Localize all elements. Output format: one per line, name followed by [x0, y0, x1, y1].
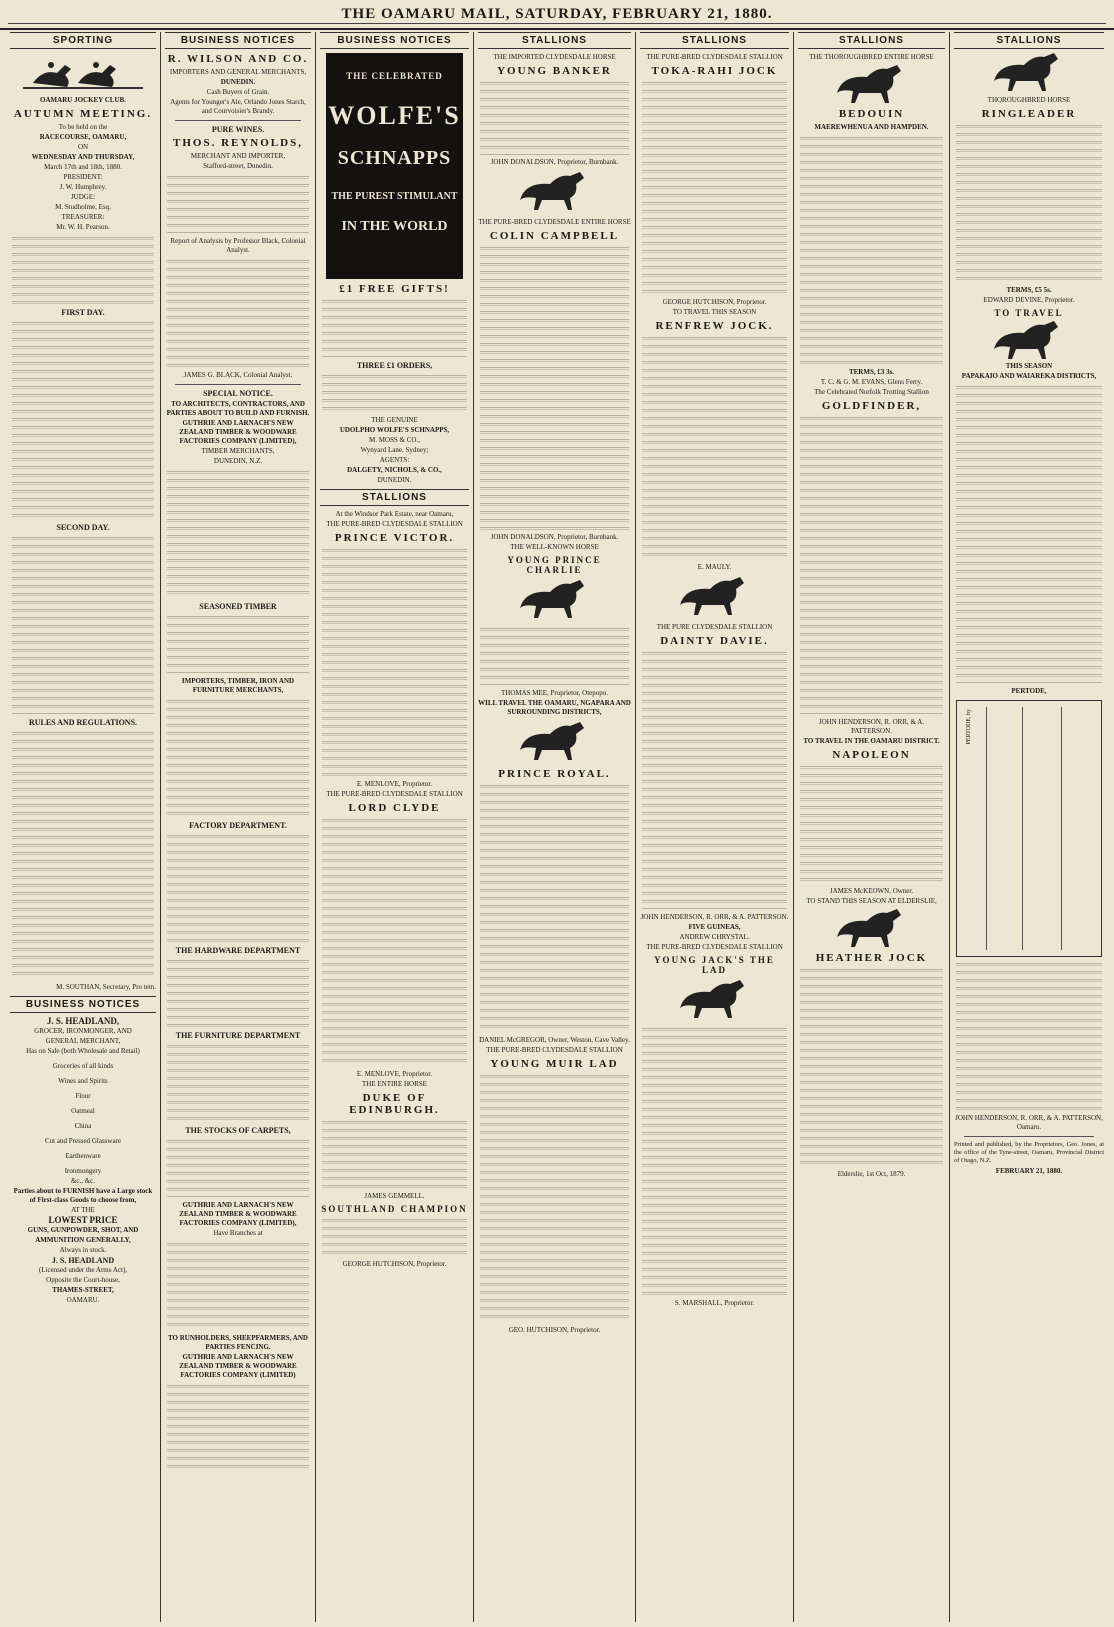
stock-line: Has on Sale (both Wholesale and Retail)	[26, 1047, 140, 1055]
banker-sub: THE IMPORTED CLYDESDALE HORSE	[493, 53, 616, 61]
architects-heading: TO ARCHITECTS, CONTRACTORS, AND PARTIES ABOUT TO BUILD AND FURNISH.	[166, 400, 310, 417]
analyst-signature: JAMES G. BLACK, Colonial Analyst.	[183, 371, 293, 379]
treasurer-name: Mr. W. H. Pearson.	[56, 223, 110, 231]
schnapps-line-1: THE CELEBRATED	[346, 71, 443, 81]
free-gifts: £1 FREE GIFTS!	[339, 283, 450, 295]
jacks-sub: THE PURE-BRED CLYDESDALE STALLION	[646, 943, 783, 951]
horse-illustration-6	[822, 65, 922, 105]
horse-race-icon	[23, 53, 143, 93]
columns	[6, 32, 1108, 1622]
prince-charlie-sub: THE WELL-KNOWN HORSE	[510, 543, 599, 551]
renfrew-jock: RENFREW JOCK.	[655, 320, 774, 332]
furniture-department: THE FURNITURE DEPARTMENT	[175, 1031, 301, 1040]
rules-heading: RULES AND REGULATIONS.	[28, 718, 138, 727]
stafford-street: Stafford-street, Dunedin.	[203, 162, 273, 170]
dalgety: DALGETY, NICHOLS, & CO.,	[347, 466, 442, 474]
secretary-signature: M. SOUTHAN, Secretary, Pro tem.	[56, 983, 156, 991]
duke-of-edinburgh: DUKE OF EDINBURGH.	[349, 1092, 440, 1116]
on-line: ON	[77, 143, 89, 151]
branches-text	[167, 1241, 309, 1331]
furniture-text	[167, 1043, 309, 1123]
hutchison-signature: GEORGE HUTCHISON, Proprietor.	[342, 1260, 447, 1268]
reynolds-sub: MERCHANT AND IMPORTER,	[190, 152, 286, 160]
earthenware: Earthenware	[65, 1152, 101, 1160]
bedouin-districts: MAEREWHENUA AND HAMPDEN.	[814, 123, 929, 131]
hardware-department: THE HARDWARE DEPARTMENT	[175, 946, 301, 955]
prince-charlie-text	[480, 626, 629, 686]
judge-name: M. Studholme, Esq.	[55, 203, 111, 211]
prince-royal-text	[480, 783, 629, 1033]
reynolds-text	[167, 174, 309, 234]
lord-clyde: LORD CLYDE	[348, 802, 441, 814]
this-season: THIS SEASON	[1005, 362, 1053, 370]
column-stallions-1	[474, 32, 636, 1622]
menlove-signature-2: E. MENLOVE, Proprietor.	[356, 1070, 433, 1078]
papakaio-districts: PAPAKAIO AND WAIAREKA DISTRICTS,	[961, 372, 1097, 380]
schnapps-advert	[326, 53, 463, 279]
imprint: Printed and published, by the Proprietors, Geo. Jones, at the office of the Tyne-street, Oamaru, Provincial District of Otago, N.Z.	[954, 1141, 1104, 1164]
town-line: OAMARU.	[66, 1296, 100, 1304]
hutchison-signature-3: GEORGE HUTCHISON, Proprietor.	[662, 298, 767, 306]
horse-illustration-9	[974, 321, 1084, 359]
five-guineas: FIVE GUINEAS,	[688, 923, 741, 931]
horse-illustration	[505, 170, 605, 215]
bedouin-terms: TERMS, £3 3s.	[848, 368, 895, 376]
branches: Have Branches at	[213, 1229, 263, 1237]
napoleon-text	[800, 764, 943, 884]
stallions-header-3: STALLIONS	[798, 32, 945, 49]
stallions-header-1: STALLIONS	[478, 32, 631, 49]
bedouin: BEDOUIN	[838, 108, 905, 120]
ironmongery: Ironmongery	[64, 1167, 102, 1175]
goldfinder-sub: The Celebrated Norfolk Trotting Stallion	[814, 388, 929, 396]
schnapps-line-5: IN THE WORLD	[341, 219, 448, 234]
clydesdale-1: THE PURE-BRED CLYDESDALE STALLION	[326, 520, 463, 528]
first-day-heading: FIRST DAY.	[61, 308, 105, 317]
guthrie-heading: GUTHRIE AND LARNACH'S NEW ZEALAND TIMBER & WOODWARE FACTORIES COMPANY (LIMITED),	[179, 419, 297, 445]
venue: RACECOURSE, OAMARU,	[39, 133, 127, 141]
mcgregor-signature: DANIEL McGREGOR, Owner, Weston, Cave Valley.	[479, 1036, 630, 1044]
menlove-signature: E. MENLOVE, Proprietor.	[356, 780, 433, 788]
wilson-name: R. WILSON AND CO.	[167, 53, 309, 65]
ringleader-terms: TERMS, £5 5s.	[1006, 286, 1052, 294]
heather-jock: HEATHER JOCK	[815, 952, 928, 964]
china: China	[74, 1122, 92, 1130]
furnish-notice: Parties about to FURNISH have a Large stock of First-class Goods to choose from,	[13, 1187, 153, 1204]
muir-text	[480, 1073, 629, 1323]
schnapps-line-4: THE PUREST STIMULANT	[331, 191, 458, 202]
analysis-text	[167, 258, 309, 368]
opposite-line: Opposite the Court-house,	[46, 1276, 120, 1284]
glassware: Cut and Pressed Glassware	[44, 1137, 121, 1145]
business-notices-header: BUSINESS NOTICES	[10, 996, 156, 1013]
bedouin-sub: THE THOROUGHBRED ENTIRE HORSE	[809, 53, 934, 61]
young-muir-lad: YOUNG MUIR LAD	[490, 1058, 619, 1070]
colin-campbell: COLIN CAMPBELL	[489, 230, 620, 242]
headland-name: J. S. HEADLAND,	[46, 1016, 120, 1026]
clydesdale-2: THE PURE-BRED CLYDESDALE STALLION	[326, 790, 463, 798]
column-stallions-4	[950, 32, 1108, 1622]
prince-victor: PRINCE VICTOR.	[334, 532, 455, 544]
donaldson-signature-2: JOHN DONALDSON, Proprietor, Burnbank.	[490, 533, 619, 541]
judge-label: JUDGE:	[70, 193, 96, 201]
donaldson-signature: JOHN DONALDSON, Proprietor, Burnbank.	[490, 158, 619, 166]
goldfinder: GOLDFINDER,	[821, 400, 922, 412]
horse-illustration-5	[665, 978, 765, 1023]
prince-royal: PRINCE ROYAL.	[498, 768, 611, 780]
first-day-races	[12, 320, 154, 520]
tokarahi-text	[642, 80, 787, 295]
renfrew-sub: TO TRAVEL THIS SEASON	[672, 308, 757, 316]
horse-illustration-7	[822, 909, 922, 949]
southland-champion: SOUTHLAND CHAMPION	[321, 1204, 468, 1214]
muir-sub: THE PURE-BRED CLYDESDALE STALLION	[486, 1046, 623, 1054]
davie-text	[642, 650, 787, 910]
renfrew-text	[642, 335, 787, 560]
pure-wines: PURE WINES.	[211, 125, 265, 134]
masthead-title: THE OAMARU MAIL, SATURDAY, FEBRUARY 21, 1880.	[341, 5, 773, 22]
jacks-text	[642, 1026, 787, 1296]
colin-text	[480, 245, 629, 530]
president-name: J. W. Humphrey.	[59, 183, 107, 191]
guthrie-importers: IMPORTERS, TIMBER, IRON AND FURNITURE MERCHANTS,	[181, 677, 295, 694]
horse-illustration-3	[505, 720, 605, 765]
henderson-signature: JOHN HENDERSON, R. ORR, & A. PATTERSON.	[640, 913, 789, 921]
stallions-header-2: STALLIONS	[640, 32, 789, 49]
autumn-meeting: AUTUMN MEETING.	[13, 108, 153, 120]
column-business	[161, 32, 316, 1622]
stallions-header-4: STALLIONS	[954, 32, 1104, 49]
analysis-report: Report of Analysis by Professor Black, Colonial Analyst.	[170, 237, 306, 254]
flour: Flour	[75, 1092, 91, 1100]
mckeown-signature: JAMES McKEOWN, Owner.	[829, 887, 914, 895]
street-line: THAMES-STREET,	[52, 1286, 114, 1294]
lowest-price: LOWEST PRICE	[48, 1215, 118, 1225]
henderson-signature-2: JOHN HENDERSON, R. ORR, & A. PATTERSON.	[818, 718, 925, 735]
moss-co: M. MOSS & CO.,	[369, 436, 420, 444]
davie-sub: THE PURE CLYDESDALE STALLION	[656, 623, 773, 631]
ngapara-heading: WILL TRAVEL THE OAMARU, NGAPARA AND SURROUNDING DISTRICTS,	[478, 699, 631, 716]
reynolds-name: THOS. REYNOLDS,	[173, 137, 303, 149]
marshall-signature: S. MARSHALL, Proprietor.	[674, 1299, 755, 1307]
orders-text	[322, 373, 467, 413]
factory-text	[167, 833, 309, 943]
schnapps-line-3: SCHNAPPS	[337, 147, 452, 169]
heather-sub: TO STAND THIS SEASON AT ELDERSLIE,	[806, 897, 937, 905]
second-day-races	[12, 535, 154, 715]
column-stallions-2	[636, 32, 794, 1622]
gemmell-signature: JAMES GEMMELL.	[364, 1192, 425, 1200]
timber-merchants: TIMBER MERCHANTS,	[201, 447, 275, 455]
ringleader: RINGLEADER	[981, 108, 1077, 120]
windsor-park: At the Windsor Park Estate, near Oamaru,	[335, 510, 454, 518]
jockey-club: OAMARU JOCKEY CLUB.	[40, 96, 126, 104]
general-merchant: GENERAL MERCHANT,	[45, 1037, 121, 1045]
horse-illustration-2	[505, 578, 605, 623]
rules-text	[12, 730, 154, 980]
napoleon-sub: TO TRAVEL IN THE OAMARU DISTRICT.	[803, 737, 940, 745]
guthrie-third: GUTHRIE AND LARNACH'S NEW ZEALAND TIMBER & WOODWARE FACTORIES COMPANY (LIMITED)	[179, 1353, 297, 1379]
president-label: PRESIDENT:	[63, 173, 103, 181]
divider	[175, 384, 301, 385]
seasoned-timber: SEASONED TIMBER	[199, 602, 277, 611]
tokarahi-sub: THE PURE-BRED CLYDESDALE STALLION	[646, 53, 783, 61]
agents-label: AGENTS:	[379, 456, 410, 464]
divider	[964, 1136, 1094, 1137]
hardware-text	[167, 958, 309, 1028]
gifts-text	[322, 298, 467, 358]
pedigree-column	[986, 707, 987, 950]
pedigree-notes	[956, 961, 1102, 1111]
pertode-heading: PERTODE,	[1011, 687, 1047, 695]
banker-text	[480, 80, 629, 155]
guthrie-text	[167, 469, 309, 599]
devine-signature: EDWARD DEVINE, Proprietor.	[983, 296, 1075, 304]
young-banker: YOUNG BANKER	[497, 65, 612, 77]
henderson-signature-3: JOHN HENDERSON, R. ORR, & A. PATTERSON, Oamaru.	[955, 1114, 1103, 1131]
groceries: Groceries of all kinds	[52, 1062, 114, 1070]
held-line: To be held on the	[58, 123, 108, 131]
cash-buyers: Cash Buyers of Grain.	[206, 88, 270, 96]
hutchison-signature-2: GEO. HUTCHISON, Proprietor.	[508, 1326, 601, 1334]
etc: &c., &c.	[70, 1177, 96, 1185]
masthead	[0, 0, 1114, 30]
always-in-stock: Always in stock.	[59, 1246, 107, 1254]
goldfinder-text	[800, 415, 943, 715]
pedigree-column	[1061, 707, 1062, 950]
ringleader-sub: THOROUGHBRED HORSE	[987, 96, 1071, 104]
toka-rahi-jock: TOKA-RAHI JOCK	[651, 65, 778, 77]
column-schnapps	[316, 32, 474, 1622]
three-orders: THREE £1 ORDERS,	[356, 361, 433, 370]
at-the: AT THE	[71, 1206, 95, 1214]
imprint-date: FEBRUARY 21, 1880.	[995, 1167, 1063, 1175]
wines: Wines and Spirits	[58, 1077, 108, 1085]
runholders-heading: TO RUNHOLDERS, SHEEPFARMERS, AND PARTIES FENCING.	[168, 1334, 308, 1351]
horse-illustration-8	[974, 53, 1084, 93]
guns-line: GUNS, GUNPOWDER, SHOT, AND	[27, 1226, 139, 1234]
pedigree-column	[1022, 707, 1023, 950]
bedouin-text	[800, 135, 943, 365]
pedigree-table	[956, 700, 1102, 957]
wilson-importers: IMPORTERS AND GENERAL MERCHANTS,	[169, 68, 307, 76]
horse-illustration-4	[665, 575, 765, 620]
carpets-text	[167, 1138, 309, 1198]
heather-text	[800, 967, 943, 1167]
column-stallions-3	[794, 32, 950, 1622]
business-header: BUSINESS NOTICES	[165, 32, 311, 49]
pedigree-label: PERTODE, by	[965, 709, 972, 745]
special-notice: SPECIAL NOTICE.	[203, 389, 273, 398]
udolpho: UDOLPHO WOLFE'S SCHNAPPS,	[339, 426, 450, 434]
masthead-rule	[8, 23, 1106, 24]
pertode-text	[956, 384, 1102, 684]
to-travel: TO TRAVEL	[994, 308, 1064, 318]
fencing-text	[167, 1383, 309, 1473]
genuine: THE GENUINE	[371, 416, 418, 424]
young-prince-charlie: YOUNG PRINCE CHARLIE	[507, 555, 602, 575]
second-day-heading: SECOND DAY.	[56, 523, 110, 532]
young-jacks-the-lad: YOUNG JACK'S THE LAD	[654, 955, 775, 975]
importers-text	[167, 698, 309, 818]
oatmeal: Oatmeal	[71, 1107, 95, 1115]
stallions-header: STALLIONS	[320, 489, 469, 506]
column-sporting	[6, 32, 161, 1622]
business-header-2: BUSINESS NOTICES	[320, 32, 469, 49]
mauly-signature: E. MAULY.	[697, 563, 732, 571]
ringleader-text	[956, 123, 1102, 283]
wilson-agents: Agents for Younger's Ale, Orlando Jones Starch, and Courvoisier's Brandy.	[170, 98, 306, 115]
headland-signature: J. S. HEADLAND	[51, 1256, 115, 1265]
carpets-heading: THE STOCKS OF CARPETS,	[185, 1126, 291, 1135]
prince-victor-text	[322, 547, 467, 777]
duke-text	[322, 1119, 467, 1189]
lord-clyde-text	[322, 817, 467, 1067]
wilson-city: DUNEDIN.	[220, 78, 256, 86]
schnapps-line-2: WOLFE'S	[328, 101, 461, 130]
seasoned-text	[167, 614, 309, 674]
dalgety-city: DUNEDIN.	[377, 476, 412, 484]
factory-department: FACTORY DEPARTMENT.	[189, 821, 287, 830]
colin-sub: THE PURE-BRED CLYDESDALE ENTIRE HORSE	[478, 218, 631, 226]
ammunition-line: AMMUNITION GENERALLY,	[35, 1236, 131, 1244]
grocer-line: GROCER, IRONMONGER, AND	[34, 1027, 132, 1035]
meeting-days: WEDNESDAY AND THURSDAY,	[31, 153, 135, 161]
divider	[175, 120, 301, 121]
meeting-dates: March 17th and 18th, 1880.	[44, 163, 122, 171]
napoleon: NAPOLEON	[832, 749, 911, 761]
elderslie-date: Elderslie, 1st Oct, 1879.	[837, 1170, 906, 1178]
evans-signature: T. C. & G. M. EVANS, Glens Ferry.	[820, 378, 923, 386]
licensed-line: (Licensed under the Arms Act),	[38, 1266, 128, 1274]
southland-text	[322, 1217, 467, 1257]
chrystal-signature: ANDREW CHRYSTAL.	[679, 933, 750, 941]
treasurer-label: TREASURER:	[61, 213, 105, 221]
entire-horse: THE ENTIRE HORSE	[362, 1080, 427, 1088]
wynyard: Wynyard Lane, Sydney;	[360, 446, 429, 454]
guthrie-second: GUTHRIE AND LARNACH'S NEW ZEALAND TIMBER & WOODWARE FACTORIES COMPANY (LIMITED),	[179, 1201, 297, 1227]
sporting-header: SPORTING	[10, 32, 156, 49]
committee-text	[12, 235, 154, 305]
dainty-davie: DAINTY DAVIE.	[660, 635, 769, 647]
mee-signature: THOMAS MEE, Proprietor, Otepopo.	[500, 689, 609, 697]
guthrie-city: DUNEDIN, N.Z.	[213, 457, 263, 465]
